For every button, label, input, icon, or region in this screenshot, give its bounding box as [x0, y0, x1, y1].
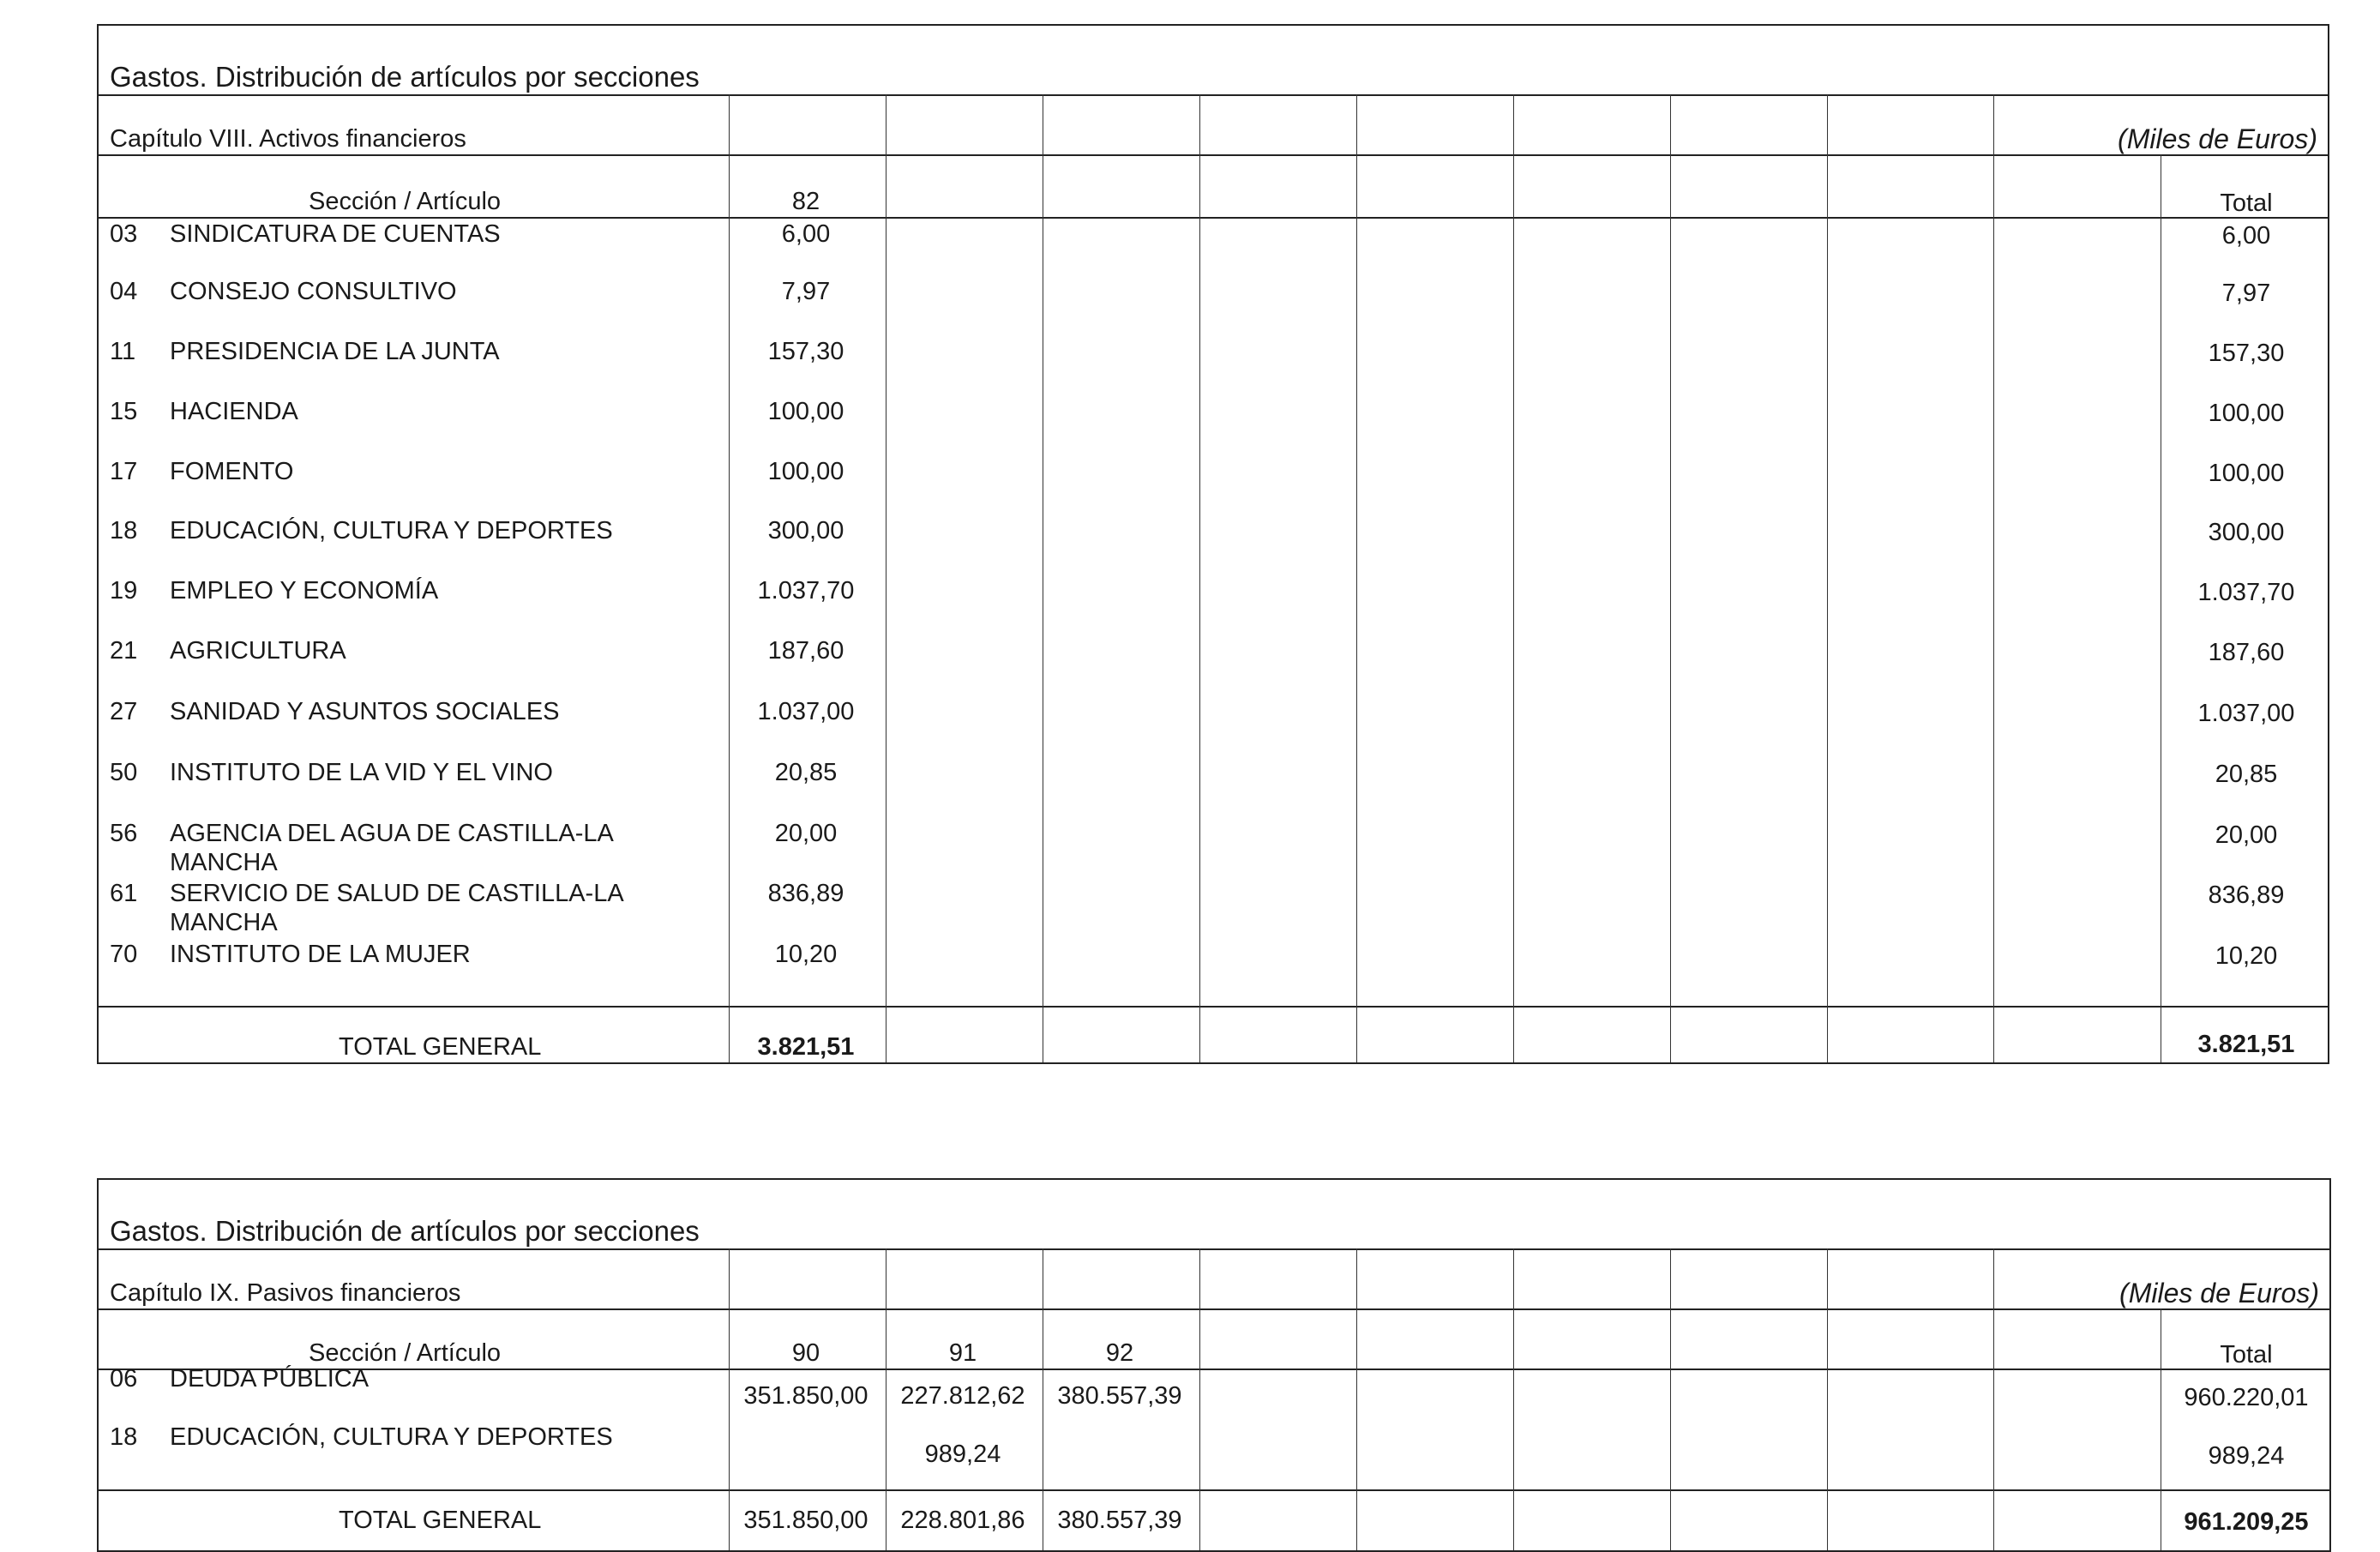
units-label: (Miles de Euros) [2119, 1278, 2319, 1308]
section-code: 18 [110, 1423, 138, 1451]
section-name: PRESIDENCIA DE LA JUNTA [170, 338, 500, 365]
row-total: 300,00 [2208, 519, 2285, 546]
table-rule [99, 1489, 2329, 1491]
article-header: 82 [791, 188, 820, 215]
table-rule [99, 1369, 2329, 1370]
column-divider [1827, 94, 1828, 1062]
article-value: 836,89 [767, 880, 844, 907]
section-code: 61 [110, 880, 138, 907]
chapter-title: Capítulo IX. Pasivos financieros [110, 1279, 461, 1307]
row-total: 157,30 [2208, 340, 2285, 367]
article-value: 20,85 [774, 759, 838, 786]
section-name: FOMENTO [170, 458, 294, 485]
column-divider [1670, 1248, 1671, 1550]
total-header: Total [2220, 189, 2273, 217]
section-name: INSTITUTO DE LA MUJER [170, 941, 471, 968]
article-value: 20,00 [774, 820, 838, 847]
section-code: 19 [110, 577, 138, 605]
column-divider [1356, 1248, 1357, 1550]
section-code: 50 [110, 759, 138, 786]
row-total: 1.037,70 [2197, 579, 2295, 606]
row-total: 836,89 [2208, 881, 2285, 909]
total-general-label: TOTAL GENERAL [339, 1507, 542, 1534]
row-total: 100,00 [2208, 400, 2285, 427]
article-value: 1.037,70 [757, 577, 855, 605]
row-total: 989,24 [2208, 1442, 2285, 1470]
section-code: 27 [110, 698, 138, 725]
section-code: 18 [110, 517, 138, 544]
table-capitulo-viii [97, 24, 2329, 1064]
article-value: 100,00 [767, 398, 844, 425]
article-value: 100,00 [767, 458, 844, 485]
section-name: EMPLEO Y ECONOMÍA [170, 577, 439, 605]
table-title: Gastos. Distribución de artículos por secciones [110, 61, 700, 93]
article-header: 92 [1105, 1339, 1134, 1367]
table-rule [99, 1248, 2329, 1250]
row-total: 7,97 [2221, 280, 2271, 307]
column-divider [1513, 94, 1514, 1062]
row-total: 6,00 [2221, 222, 2271, 250]
total-general-total: 961.209,25 [2184, 1508, 2309, 1536]
section-name: SANIDAD Y ASUNTOS SOCIALES [170, 698, 560, 725]
column-divider [1513, 1248, 1514, 1550]
section-name: SERVICIO DE SALUD DE CASTILLA-LA [170, 880, 624, 907]
article-header: 91 [948, 1339, 977, 1367]
section-name: SINDICATURA DE CUENTAS [170, 220, 501, 248]
total-general-value: 3.821,51 [757, 1033, 855, 1061]
row-total: 10,20 [2215, 942, 2278, 970]
article-header: 90 [791, 1339, 820, 1367]
section-name: DEUDA PÚBLICA [170, 1365, 370, 1393]
section-article-header: Sección / Artículo [309, 1339, 502, 1367]
article-value: 7,97 [781, 278, 831, 305]
article-value: 989,24 [924, 1441, 1001, 1468]
section-article-header: Sección / Artículo [309, 188, 502, 215]
section-code: 21 [110, 637, 138, 665]
section-code: 17 [110, 458, 138, 485]
row-total: 100,00 [2208, 460, 2285, 487]
article-value: 227.812,62 [900, 1382, 1025, 1410]
article-value: 380.557,39 [1057, 1382, 1182, 1410]
total-general-value: 351.850,00 [743, 1507, 868, 1534]
total-general-value: 228.801,86 [900, 1507, 1025, 1534]
section-name: CONSEJO CONSULTIVO [170, 278, 457, 305]
section-code: 56 [110, 820, 138, 847]
section-code: 04 [110, 278, 138, 305]
article-value: 351.850,00 [743, 1382, 868, 1410]
column-divider [1670, 94, 1671, 1062]
section-code: 03 [110, 220, 138, 248]
table-capitulo-ix [97, 1178, 2331, 1552]
column-divider [1199, 94, 1200, 1062]
section-name: EDUCACIÓN, CULTURA Y DEPORTES [170, 1423, 613, 1451]
row-total: 1.037,00 [2197, 700, 2295, 727]
section-name: EDUCACIÓN, CULTURA Y DEPORTES [170, 517, 613, 544]
section-code: 11 [110, 338, 136, 365]
row-total: 960.220,01 [2184, 1384, 2309, 1411]
column-divider [1993, 1248, 1994, 1550]
article-value: 1.037,00 [757, 698, 855, 725]
table-title: Gastos. Distribución de artículos por secciones [110, 1215, 700, 1247]
section-name: MANCHA [170, 849, 278, 876]
column-divider [1993, 94, 1994, 1062]
section-name: INSTITUTO DE LA VID Y EL VINO [170, 759, 553, 786]
section-code: 06 [110, 1365, 138, 1393]
total-general-value: 380.557,39 [1057, 1507, 1182, 1534]
section-code: 15 [110, 398, 138, 425]
row-total: 20,85 [2215, 761, 2278, 788]
units-label: (Miles de Euros) [2118, 123, 2317, 154]
total-header: Total [2220, 1341, 2273, 1369]
article-value: 300,00 [767, 517, 844, 544]
article-value: 157,30 [767, 338, 844, 365]
article-value: 187,60 [767, 637, 844, 665]
row-total: 20,00 [2215, 821, 2278, 849]
section-name: MANCHA [170, 909, 278, 936]
article-value: 10,20 [774, 941, 838, 968]
section-name: HACIENDA [170, 398, 298, 425]
row-total: 187,60 [2208, 639, 2285, 666]
chapter-title: Capítulo VIII. Activos financieros [110, 125, 466, 153]
column-divider [1199, 1248, 1200, 1550]
table-rule [99, 1308, 2329, 1310]
section-code: 70 [110, 941, 138, 968]
total-general-total: 3.821,51 [2197, 1031, 2295, 1058]
article-value: 6,00 [781, 220, 831, 248]
section-name: AGENCIA DEL AGUA DE CASTILLA-LA [170, 820, 614, 847]
total-general-label: TOTAL GENERAL [339, 1033, 542, 1061]
column-divider [1827, 1248, 1828, 1550]
column-divider [1356, 94, 1357, 1062]
section-name: AGRICULTURA [170, 637, 346, 665]
